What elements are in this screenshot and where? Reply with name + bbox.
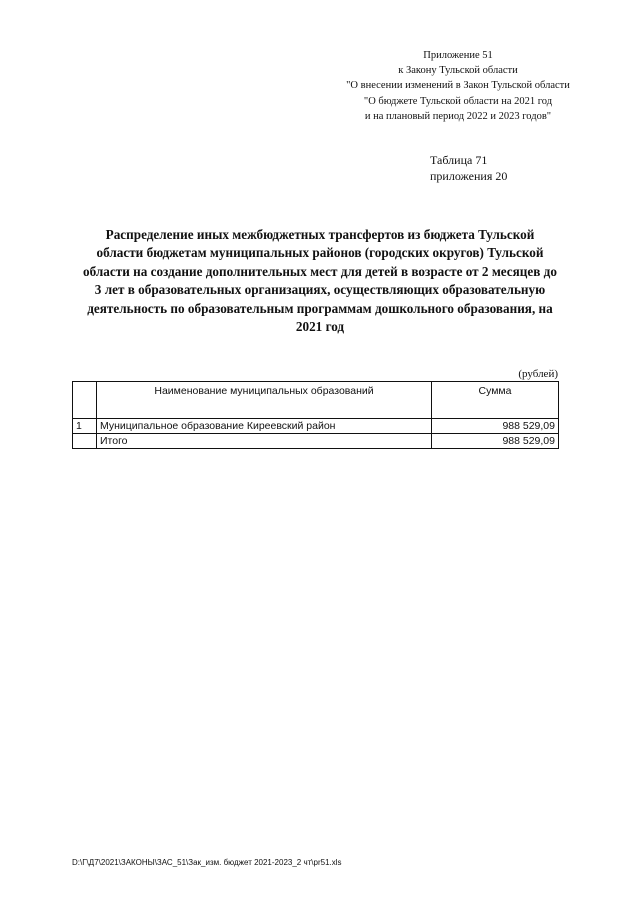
document-title-line: области на создание дополнительных мест для детей в возрасте от 2 месяцев до	[83, 263, 557, 279]
total-sum-cell: 988 529,09	[432, 434, 559, 449]
table-appendix-ref: приложения 20	[430, 169, 508, 183]
column-header-number	[73, 382, 97, 419]
table-row	[73, 419, 559, 434]
table-total-row	[73, 434, 559, 449]
file-path-footer: D:\Г\Д7\2021\ЗАКОНЫ\ЗАС_51\Зак_изм. бюджет 2021-2023_2 чт\pr51.xls	[72, 858, 342, 867]
table-reference	[430, 152, 570, 184]
appendix-header-line: к Закону Тульской области	[398, 65, 518, 77]
distribution-table	[72, 381, 559, 449]
row-number-cell	[73, 434, 97, 449]
sum-cell: 988 529,09	[432, 419, 559, 434]
municipality-name-cell: Муниципальное образование Киреевский район	[97, 419, 432, 434]
row-number-cell: 1	[73, 419, 97, 434]
appendix-header-line: "О внесении изменений в Закон Тульской области	[346, 80, 570, 92]
appendix-header	[330, 48, 586, 124]
document-title-line: 3 лет в образовательных организациях, осуществляющих образовательную	[94, 282, 546, 298]
document-title	[70, 226, 570, 336]
table-header-row	[73, 382, 559, 419]
document-title-line: области бюджетам муниципальных районов (городских округов) Тульской	[96, 245, 544, 261]
document-title-line: деятельность по образовательным программам дошкольного образования, на	[87, 300, 553, 316]
column-header-municipality: Наименование муниципальных образований	[97, 382, 432, 419]
unit-label: (рублей)	[518, 368, 558, 380]
column-header-sum: Сумма	[432, 382, 559, 419]
document-title-line: 2021 год	[295, 319, 345, 335]
document-title-line: Распределение иных межбюджетных трансфертов из бюджета Тульской	[105, 227, 535, 242]
table-number: Таблица 71	[430, 153, 488, 167]
appendix-header-line: "О бюджете Тульской области на 2021 год	[363, 95, 553, 107]
total-label-cell: Итого	[97, 434, 432, 449]
appendix-header-line: и на плановый период 2022 и 2023 годов"	[364, 110, 552, 122]
appendix-header-line: Приложение 51	[423, 50, 493, 61]
